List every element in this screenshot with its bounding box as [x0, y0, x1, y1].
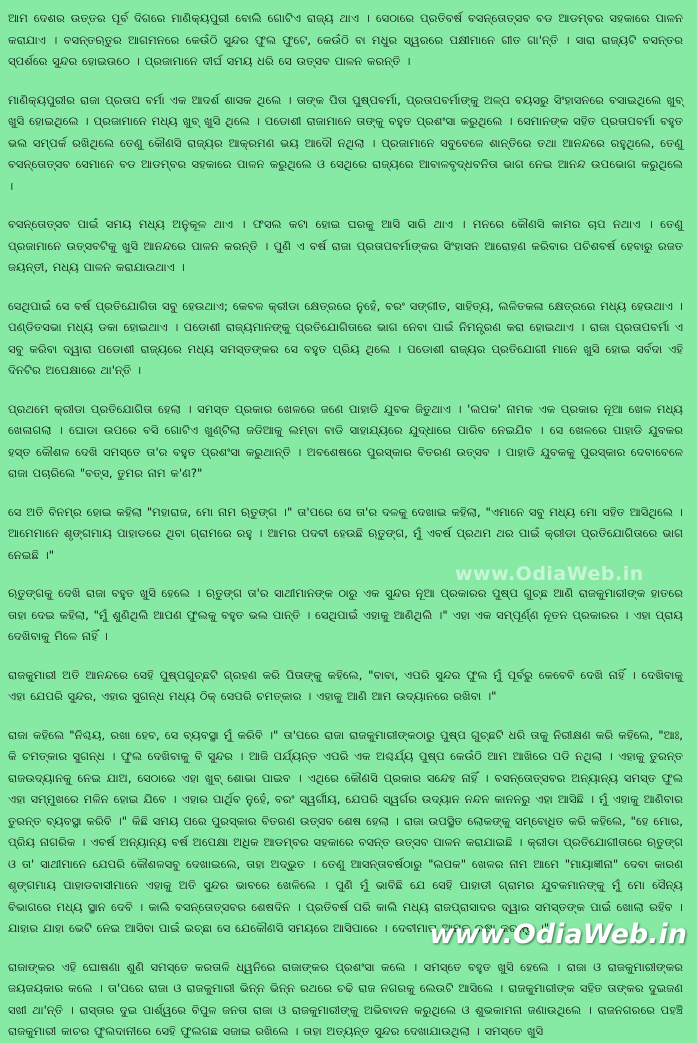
- paragraph-4: ସେଥିପାଇଁ ସେ ବର୍ଷ ପ୍ରତିଯୋଗିତା ସବୁ ହେଉଥାଏ; କେବଳ କ୍ରୀଡା କ୍ଷେତ୍ରରେ ନୁହେଁ, ବରଂ ସଙ୍ଗୀତ, ସାହିତ୍ୟ, ଲଳିତକଳା କ୍ଷେତ୍ରରେ ମଧ୍ୟ ହେଉଥାଏ । ପଣ୍ଡିତସଭା ମଧ୍ୟ ଡକା ହୋଇଥାଏ । ପଡୋଶୀ ରାଜ୍ୟମାନଙ୍କୁ ପ୍ରତିଯୋଗିତାରେ ଭାଗ ନେବା ପାଇଁ ନିମନ୍ତ୍ରଣ କରା ହୋଇଥାଏ । ରାଜା ପ୍ରତାପବର୍ମା ଏ ସବୁ କରିବା ଦ୍ୱାରା ପଡୋଶୀ ରାଜ୍ୟରେ ମଧ୍ୟ ସମସ୍ତଙ୍କର ସେ ବହୁତ ପ୍ରିୟ ଥିଲେ । ପଡୋଶୀ ରାଜ୍ୟର ପ୍ରତିଯୋଗୀ ମାନେ ଖୁସି ହୋଇ ସର୍ବଦା ଏହି ଦିନଟିର ଅପେକ୍ଷାରେ ଥା'ନ୍ତି ।: [8, 298, 683, 377]
- paragraph-8: ରାଜକୁମାରୀ ଅତି ଆନନ୍ଦରେ ସେହି ପୁଷ୍ପଗୁଚ୍ଛଟି ଗ୍ରହଣ କରି ପିତାଙ୍କୁ କହିଲେ, "ବାବା, ଏପରି ସୁନ୍ଦର ଫୁଲ ମୁଁ ପୂର୍ବରୁ କେବେବି ଦେଖି ନାହିଁ । ଦେଖିବାକୁ ଏହା ଯେପରି ସୁନ୍ଦର, ଏହାର ସୁଗନ୍ଧ ମଧ୍ୟ ଠିକ୍ ସେପରି ଚମତ୍କାର । ଏହାକୁ ଆଣି ଆମ ଉଦ୍ୟାନରେ ରଖିବା ।": [8, 667, 683, 703]
- watermark-logo: www.OdiaWeb.in: [429, 919, 687, 950]
- paragraph-1: ଆମ ଦେଶର ଉତ୍ତର ପୂର୍ବ ଦିଗରେ ମାଣିକ୍ୟପୁରୀ ବୋଲି ଗୋଟିଏ ରାଜ୍ୟ ଥାଏ । ସେଠାରେ ପ୍ରତିବର୍ଷ ବସନ୍ତୋତ୍ସବ ବଡ ଆଡମ୍ବର ସହକାରେ ପାଳନ କରାଯାଏ । ବସନ୍ତଋତୁର ଆଗମନରେ କେଉଁଠି ସୁନ୍ଦର ଫୁଲ ଫୁଟେ, କେଉଁଠି ବା ମଧୁର ସ୍ୱରରେ ପକ୍ଷୀମାନେ ଗୀତ ଗା'ନ୍ତି । ସାରା ରାଜ୍ୟଟି ବସନ୍ତର ସ୍ପର୍ଶରେ ସୁନ୍ଦର ହୋଇଉଠେ । ପ୍ରଜାମାନେ ଦୀର୍ଘ ସମୟ ଧରି ସେ ଉତ୍ସବ ପାଳନ କରନ୍ତି ।: [8, 11, 683, 68]
- paragraph-10: ରାଜାଙ୍କର ଏହି ଘୋଷଣା ଶୁଣି ସମସ୍ତେ କରତାଳି ଧ୍ୱନିରେ ରାଜାଙ୍କର ପ୍ରଶଂସା କଲେ । ସମସ୍ତେ ବହୁତ ଖୁସି ହେଲେ । ରାଜା ଓ ରାଜକୁମାରୀଙ୍କର ଜୟଜୟକାର କଲେ । ତା'ପରେ ରାଜା ଓ ରାଜକୁମାରୀ ଭିନ୍ନ ଭିନ୍ନ ରଥରେ ଚଢି ରାଜ ନଗରକୁ ଲେଉଟି ଆସିଲେ । ରାଜକୁମାରୀଙ୍କ ସହିତ ତାଙ୍କର ଦୁଇଜଣ ସଖୀ ଥା'ନ୍ତି । ରାସ୍ତାର ଦୁଇ ପାର୍ଶ୍ୱରେ ବିପୁଳ ଜନତା ରାଜା ଓ ରାଜକୁମାରୀଙ୍କୁ ଅଭିବାଦନ କରୁଥିଲେ ଓ ଶୁଭକାମନା ଜଣାଉଥିଲେ । ରାଜନଗରରେ ପହଞ୍ଚି ରାଜକୁମାରୀ କାଚର ଫୁଲଦାନୀରେ ସେହି ଫୁଲଗଛ ସଜାଇ ରଖିଲେ । ତାହା ଅତ୍ୟନ୍ତ ସୁନ୍ଦର ଦେଖାଯାଉଥିଲା । ସମସ୍ତେ ଖୁସି: [8, 959, 684, 1038]
- paragraph-9: ରାଜା କହିଲେ "ନିଶ୍ଚୟ, ରଖା ହେବ, ସେ ବ୍ୟବସ୍ଥା ମୁଁ କରିବି ।" ତା'ପରେ ରାଜା ରାଜକୁମାରୀଙ୍କଠାରୁ ପୁଷ୍ପ ଗୁଚ୍ଛଟି ଧରି ତାକୁ ନିରୀକ୍ଷଣ କରି କହିଲେ, "ଆଃ, କି ଚମତ୍କାର ସୁଗନ୍ଧ । ଫୁଲ ଦେଖିବାକୁ ବି ସୁନ୍ଦର । ଆଜି ପର୍ଯ୍ୟନ୍ତ ଏପରି ଏକ ଅଶ୍ଚର୍ଯ୍ୟ ପୁଷ୍ପ କେଉଁଠି ଆମ ଆଖିରେ ପଡି ନଥିଲା । ଏହାକୁ ତୁରନ୍ତ ରାଜଉଦ୍ୟାନକୁ ନେଇ ଯାଅ, ସେଠାରେ ଏହା ଖୁବ୍ ଶୋଭା ପାଇବ । ଏଥିରେ କୌଣସି ପ୍ରକାର ସନ୍ଦେହ ନାହିଁ । ବସନ୍ତୋତ୍ସବର ଅନ୍ୟାନ୍ୟ ସମସ୍ତ ଫୁଲ ଏହା ସମ୍ମୁଖରେ ମଳିନ ହୋଇ ଯିବେ । ଏହାର ପାର୍ଥିବ ନୁହେଁ, ବରଂ ସ୍ୱର୍ଗୀୟ, ଯେପରି ସ୍ୱର୍ଗର ଉଦ୍ୟାନ ନନ୍ଦନ କାନନରୁ ଏହା ଆସିଛି । ମୁଁ ଏହାକୁ ଆଣିବାର ତୁରନ୍ତ ବ୍ୟବସ୍ଥା କରିବି ।" କିଛି ସମୟ ପରେ ପୁରସ୍କାର ବିତରଣ ଉତ୍ସବ ଶେଷ ହେଲା । ରାଜା ଉପସ୍ଥିତ ଲୋକଙ୍କୁ ସମ୍ବୋଧିତ କରି କହିଲେ, "ହେ ମୋର, ପ୍ରିୟ ନାଗରିକ । ଏବର୍ଷ ଅନ୍ୟାନ୍ୟ ବର୍ଷ ଅପେକ୍ଷା ଅଧିକ ଆଡମ୍ବର ସହକାରେ ବସନ୍ତ ଉତ୍ସବ ପାଳନ କରାଯାଇଛି । କ୍ରୀଡା ପ୍ରତିଯୋଗୀତାରେ ଋତୁଙ୍ଗ ଓ ତା' ସାଥୀମାନେ ଯେପରି କୌଶଳସବୁ ଦେଖାଇଲେ, ତାହା ଅଦ୍ଭୁତ । ତେଣୁ ଆସନ୍ତାବର୍ଷଠାରୁ "ଲପକ" ଖେଳର ନାମ ଆମେ "ମାୟାଜ୍ଞୀନା" ଦେବା କାରଣ ଶୃଙ୍ଗମାୟ ପାହାଡବାସୀମାନେ ଏହାକୁ ଅତି ସୁନ୍ଦର ଭାବରେ ଖେଳିଲେ । ପୁଣି ମୁଁ ଭାବିଛି ଯେ ସେହି ପାହାଡୀ ଗ୍ରାମର ଯୁବକମାନଙ୍କୁ ମୁଁ ମୋ ସୈନ୍ୟ ବିଭାଗରେ ମଧ୍ୟ ସ୍ଥାନ ଦେବି । କାଲି ବସନ୍ତୋତ୍ସବର ଶେଷଦିନ । ପ୍ରତିବର୍ଷ ପରି କାଲି ମଧ୍ୟ ରାଜପ୍ରାସାଦର ଦ୍ୱାର ସମସ୍ତଙ୍କ ପାଇଁ ଖୋଲା ରହିବ । ଯାହାର ଯାହା ଭେଟି ନେଇ ଆସିବା ପାଇଁ ଇଚ୍ଛା ସେ ଯେକୌଣସି ସମୟରେ ଆସିପାରେ । ଦେବୀମାତା ଆମକୁ ରକ୍ଷା କରନ୍ତୁ ।": [8, 727, 683, 935]
- watermark-center: www.OdiaWeb.in: [455, 563, 644, 585]
- paragraph-3: ବସନ୍ତୋତ୍ସବ ପାଇଁ ସମୟ ମଧ୍ୟ ଅନୁକୂଳ ଥାଏ । ଫସଲ କଟା ହୋଇ ଘରକୁ ଆସି ସାରି ଥାଏ । ମନରେ କୌଣସି କାମର ଚାପ ନଥାଏ । ତେଣୁ ପ୍ରଜାମାନେ ଉତ୍ସବଟିକୁ ଖୁସି ଆନନ୍ଦରେ ପାଳନ କରନ୍ତି । ପୁଣି ଏ ବର୍ଷ ରାଜା ପ୍ରତାପବର୍ମାଙ୍କର ସିଂହାସନ ଆରୋହଣ କରିବାର ପଚିଶବର୍ଷ ହେବାରୁ ରଜତ ଜୟନ୍ତୀ, ମଧ୍ୟ ପାଳନ କରାଯାଉଥାଏ ।: [8, 217, 683, 274]
- paragraph-6: ସେ ଅତି ବିନମ୍ର ହୋଇ କହିଲା "ମହାରାଜ, ମୋ ନାମ ଋତୁଙ୍ଗ ।" ତା'ପରେ ସେ ତା'ର ଦଳକୁ ଦେଖାଇ କହିଲା, "ଏମାନେ ସବୁ ମଧ୍ୟ ମୋ ସହିତ ଆସିଥିଲେ । ଆମେମାନେ ଶୃଙ୍ଗମାୟ ପାହାଡରେ ଥିବା ଗ୍ରାମରେ ରହୁ । ଆମର ପଦବୀ ହେଉଛି ଋତୁଙ୍ଗ, ମୁଁ ଏବର୍ଷ ପ୍ରଥମ ଥର ପାଇଁ କ୍ରୀଡା ପ୍ରତିଯୋଗିତାରେ ଭାଗ ନେଇଛି ।": [8, 504, 683, 562]
- paragraph-2: ମାଣିକ୍ୟପୁରୀର ରାଜା ପ୍ରତାପ ବର୍ମା ଏକ ଆଦର୍ଶ ଶାସକ ଥିଲେ । ତାଙ୍କ ପିତା ପୁଷ୍ପବର୍ମା, ପ୍ରତାପବର୍ମାଙ୍କୁ ଅଳ୍ପ ବୟସରୁ ସିଂହାସନରେ ବସାଇଥିଲେ ଖୁବ୍ ଖୁସି ହୋଇଥିଲେ । ପ୍ରଜାମାନେ ମଧ୍ୟ ଖୁବ୍ ଖୁସି ଥିଲେ । ପଡୋଶୀ ରାଜାମାନେ ତାଙ୍କୁ ବହୁତ ପ୍ରଶଂସା କରୁଥିଲେ । ସେମାନଙ୍କ ସହିତ ପ୍ରତାପବର୍ମା ବହୁତ ଭଲ ସମ୍ପର୍କ ରଖିଥିଲେ ତେଣୁ କୌଣସି ରାଜ୍ୟର ଆକ୍ରମଣ ଭୟ ଆଦୌ ନଥିଲା । ପ୍ରଜାମାନେ ସବୁବେଳେ ଶାନ୍ତିରେ ତଥା ଆନନ୍ଦରେ ରହୁଥିଲେ, ତେଣୁ ବସନ୍ତୋତ୍ସବ ସେମାନେ ବଡ ଆଡମ୍ବର ସହକାରେ ପାଳନ କରୁଥିଲେ ଓ ସେଥିରେ ରାଜ୍ୟରେ ଆବାଳବୃଦ୍ଧବନିତା ଭାଗ ନେଇ ଆନନ୍ଦ ଉପଭୋଗ କରୁଥିଲେ ।: [8, 92, 683, 193]
- paragraph-5: ପ୍ରଥମେ କ୍ରୀଡା ପ୍ରତିଯୋଗିତା ହେଲା । ସମସ୍ତ ପ୍ରକାର ଖେଳରେ ଜଣେ ପାହାଡି ଯୁବକ ଜିତୁଥାଏ । 'ଲପକ' ନାମକ ଏକ ପ୍ରକାର ନୂଆ ଖେଳ ମଧ୍ୟ ଖେଳାଗଲା । ଘୋଡା ଉପରେ ବସି ଗୋଟିଏ ଖୁଣ୍ଟିଲା ଜଡିଆକୁ ଲମ୍ବା ବାଡି ସାହାଯ୍ୟରେ ଯୁଦ୍ଧାରେ ପାରିବ ନେଇଯିବ । ସେ ଖେଳରେ ପାହାଡି ଯୁବକର ହସ୍ତ କୌଶଳ ଦେଖି ସମସ୍ତେ ତା'ର ବହୁତ ପ୍ରଶଂସା କରୁଥାନ୍ତି । ଅବଶେଷରେ ପୁରସ୍କାର ବିତରଣ ଉତ୍ସବ । ପାହାଡି ଯୁବକକୁ ପୁରସ୍କାର ଦେବାବେଳେ ରାଜା ପଚାରିଲେ "ବତ୍ସ, ତୁମର ନାମ କ'ଣ?": [8, 401, 683, 480]
- paragraph-7: ଋତୁଙ୍ଗକୁ ଦେଖି ରାଜା ବହୁତ ଖୁସି ହେଲେ । ଋତୁଙ୍ଗ ତା'ର ସାଥୀମାନଙ୍କ ଠାରୁ ଏକ ସୁନ୍ଦର ନୂଆ ପ୍ରକାରର ପୁଷ୍ପ ଗୁଚ୍ଛ ଆଣି ରାଜକୁମାରୀଙ୍କ ହାତରେ ତାହା ଦେଇ କହିଲା, "ମୁଁ ଶୁଣିଥିଲି ଆପଣ ଫୁଲକୁ ବହୁତ ଭଲ ପାନ୍ତି । ସେଥିପାଇଁ ଏହାକୁ ଆଣିଥିଲି ।" ଏହା ଏକ ସମ୍ପୂର୍ଣ୍ଣ ନୂତନ ପ୍ରକାରର । ଏହା ପ୍ରାୟ ଦେଖିବାକୁ ମିଳେ ନାହିଁ ।: [8, 586, 683, 643]
